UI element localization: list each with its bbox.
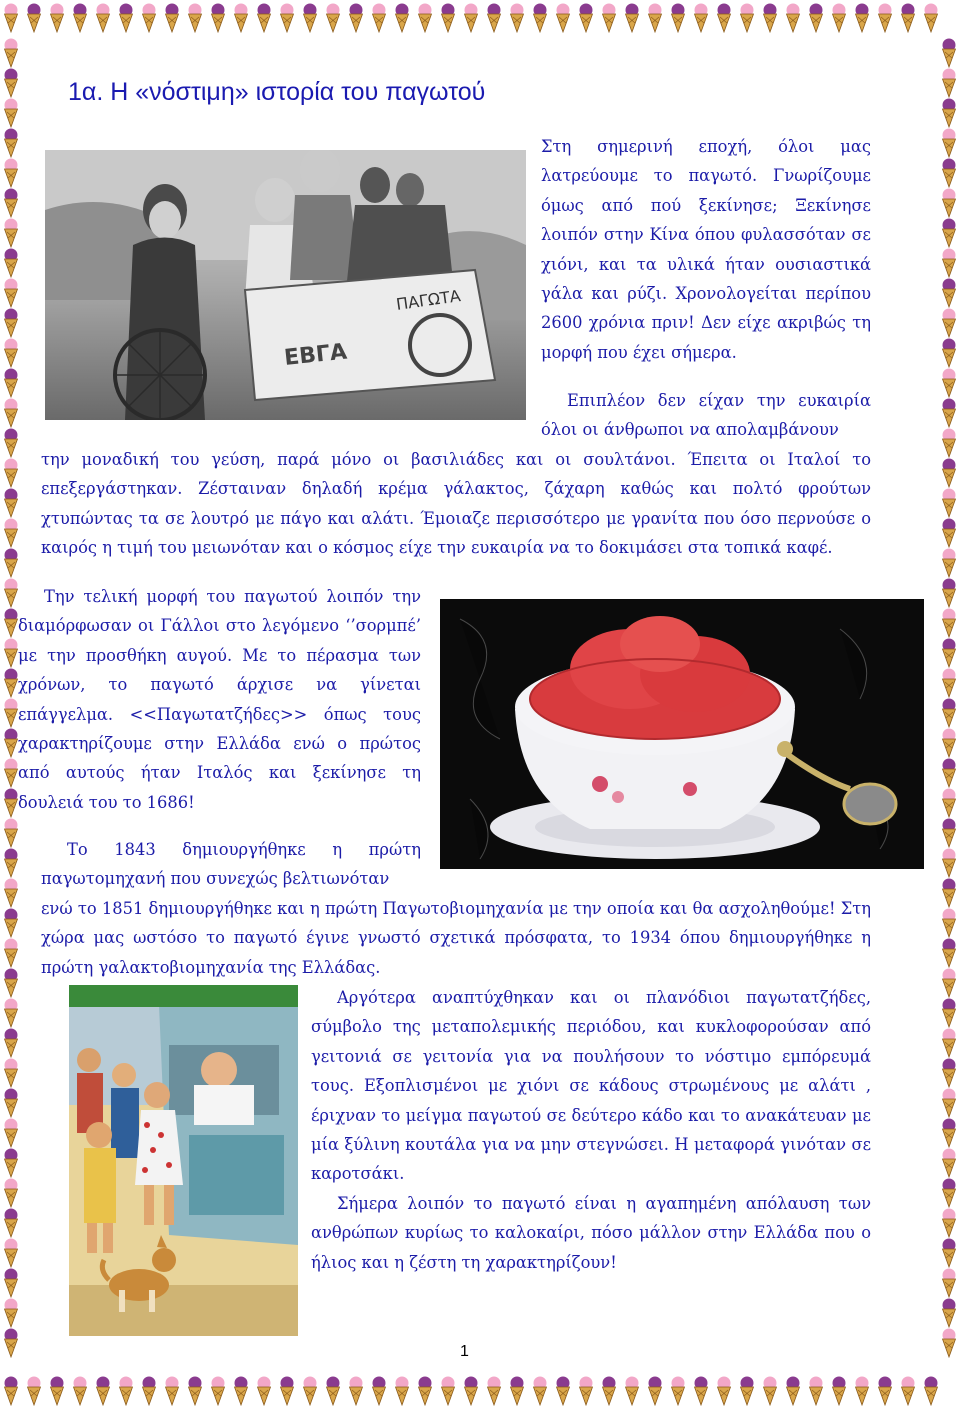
ice-cream-cone-icon — [71, 1376, 89, 1406]
ice-cream-cone-icon — [2, 938, 20, 968]
ice-cream-cone-icon — [278, 1376, 296, 1406]
ice-cream-cone-icon — [485, 3, 503, 33]
ice-cream-cone-icon — [940, 998, 958, 1028]
ice-cream-cone-icon — [2, 548, 20, 578]
ice-cream-cone-icon — [853, 3, 871, 33]
ice-cream-cone-icon — [416, 3, 434, 33]
ice-cream-cone-icon — [2, 818, 20, 848]
ice-cream-cone-icon — [940, 278, 958, 308]
ice-cream-cone-icon — [347, 1376, 365, 1406]
ice-cream-cone-icon — [853, 1376, 871, 1406]
ice-cream-cone-icon — [2, 1028, 20, 1058]
ice-cream-cone-icon — [531, 3, 549, 33]
ice-cream-cone-icon — [209, 3, 227, 33]
ice-cream-cone-icon — [940, 518, 958, 548]
ice-cream-cone-icon — [2, 1238, 20, 1268]
ice-cream-cone-icon — [508, 3, 526, 33]
page-number: 1 — [460, 1343, 469, 1360]
ice-cream-cone-icon — [94, 3, 112, 33]
ice-cream-cone-icon — [2, 1148, 20, 1178]
ice-cream-cone-icon — [940, 1148, 958, 1178]
ice-cream-cone-icon — [761, 1376, 779, 1406]
ice-cream-cone-icon — [715, 3, 733, 33]
ice-cream-cone-icon — [940, 1268, 958, 1298]
ice-cream-cone-icon — [940, 968, 958, 998]
ice-cream-cone-icon — [117, 3, 135, 33]
ice-cream-cone-icon — [940, 1178, 958, 1208]
ice-cream-cone-icon — [899, 1376, 917, 1406]
ice-cream-cone-icon — [2, 1208, 20, 1238]
ice-cream-cone-icon — [485, 1376, 503, 1406]
ice-cream-cone-icon — [940, 728, 958, 758]
ice-cream-cone-icon — [324, 1376, 342, 1406]
ice-cream-cone-icon — [255, 3, 273, 33]
ice-cream-cone-icon — [807, 1376, 825, 1406]
vintage-ice-cream-cart-photo — [45, 150, 526, 420]
ice-cream-cone-icon — [600, 3, 618, 33]
ice-cream-cone-icon — [646, 1376, 664, 1406]
ice-cream-cone-icon — [940, 1088, 958, 1118]
ice-cream-cone-icon — [140, 1376, 158, 1406]
cart-label: ΠΑΓΩΤΑ — [394, 286, 462, 314]
ice-cream-cone-icon — [186, 3, 204, 33]
ice-cream-cone-icon — [508, 1376, 526, 1406]
ice-cream-cone-icon — [2, 1058, 20, 1088]
ice-cream-cone-icon — [940, 218, 958, 248]
ice-cream-cone-icon — [940, 848, 958, 878]
ice-cream-cone-icon — [940, 818, 958, 848]
ice-cream-cone-icon — [554, 1376, 572, 1406]
ice-cream-cone-icon — [940, 338, 958, 368]
ice-cream-cone-icon — [940, 1118, 958, 1148]
ice-cream-cone-icon — [940, 1208, 958, 1238]
ice-cream-cone-icon — [876, 3, 894, 33]
ice-cream-cone-icon — [2, 398, 20, 428]
ice-cream-cone-icon — [940, 668, 958, 698]
ice-cream-cone-icon — [301, 3, 319, 33]
ice-cream-cone-icon — [2, 1328, 20, 1358]
ice-cream-cone-icon — [209, 1376, 227, 1406]
ice-cream-cone-icon — [940, 548, 958, 578]
ice-cream-cone-icon — [940, 398, 958, 428]
ice-cream-cone-icon — [692, 3, 710, 33]
ice-cream-cone-icon — [623, 3, 641, 33]
ice-cream-cone-icon — [940, 1238, 958, 1268]
page-border-top — [0, 0, 960, 36]
ice-cream-cone-icon — [2, 1178, 20, 1208]
ice-cream-cone-icon — [2, 3, 20, 33]
page-border-bottom — [0, 1373, 960, 1409]
ice-cream-cone-icon — [940, 368, 958, 398]
ice-cream-cone-icon — [2, 68, 20, 98]
ice-cream-cone-icon — [232, 1376, 250, 1406]
ice-cream-cone-icon — [2, 38, 20, 68]
ice-cream-cone-icon — [669, 3, 687, 33]
ice-cream-cone-icon — [117, 1376, 135, 1406]
ice-cream-cone-icon — [71, 3, 89, 33]
ice-cream-cone-icon — [2, 908, 20, 938]
ice-cream-cone-icon — [301, 1376, 319, 1406]
ice-cream-cone-icon — [531, 1376, 549, 1406]
ice-cream-cone-icon — [940, 638, 958, 668]
ice-cream-cone-icon — [2, 218, 20, 248]
ice-cream-cone-icon — [439, 3, 457, 33]
ice-cream-cone-icon — [2, 518, 20, 548]
ice-cream-cone-icon — [940, 308, 958, 338]
paragraph-machine-intro: Το 1843 δημιουργήθηκε η πρώτη παγωτομηχανή που συνεχώς βελτιωνόταν — [41, 840, 421, 889]
ice-cream-cone-icon — [347, 3, 365, 33]
ice-cream-cone-icon — [370, 3, 388, 33]
ice-cream-cone-icon — [370, 1376, 388, 1406]
ice-cream-cone-icon — [940, 878, 958, 908]
ice-cream-cone-icon — [940, 938, 958, 968]
page-border-right — [938, 36, 960, 1373]
ice-cream-cone-icon — [25, 3, 43, 33]
ice-cream-cone-icon — [940, 188, 958, 218]
ice-cream-cone-icon — [462, 1376, 480, 1406]
paragraph-industry-greece: ενώ το 1851 δημιουργήθηκε και η πρώτη Παγωτοβιομηχανία με την οποία και θα ασχοληθούμε! Στη χώρα μας ωστόσο το παγωτό έγινε γνωστό σχετικά πρόσφατα, το 1934 όπου δημιουργήθηκε η πρώτη γαλακτοβιομηχανία της Ελλάδας. — [41, 899, 871, 977]
ice-cream-cone-icon — [692, 1376, 710, 1406]
ice-cream-cone-icon — [393, 1376, 411, 1406]
ice-cream-cone-icon — [278, 3, 296, 33]
ice-cream-cone-icon — [2, 968, 20, 998]
ice-cream-cone-icon — [738, 1376, 756, 1406]
ice-cream-cone-icon — [2, 98, 20, 128]
ice-cream-cone-icon — [2, 128, 20, 158]
ice-cream-cone-icon — [2, 1376, 20, 1406]
ice-cream-cone-icon — [940, 908, 958, 938]
ice-cream-cone-icon — [715, 1376, 733, 1406]
ice-cream-cone-icon — [940, 698, 958, 728]
ice-cream-cone-icon — [738, 3, 756, 33]
ice-cream-truck-children-painting — [69, 985, 298, 1336]
ice-cream-cone-icon — [807, 3, 825, 33]
ice-cream-cone-icon — [94, 1376, 112, 1406]
ice-cream-cone-icon — [940, 1298, 958, 1328]
ice-cream-cone-icon — [393, 3, 411, 33]
ice-cream-cone-icon — [2, 338, 20, 368]
ice-cream-cone-icon — [669, 1376, 687, 1406]
ice-cream-cone-icon — [940, 38, 958, 68]
ice-cream-cone-icon — [416, 1376, 434, 1406]
ice-cream-cone-icon — [163, 3, 181, 33]
ice-cream-cone-icon — [25, 1376, 43, 1406]
ice-cream-cone-icon — [623, 1376, 641, 1406]
ice-cream-cone-icon — [140, 3, 158, 33]
ice-cream-cone-icon — [940, 428, 958, 458]
ice-cream-cone-icon — [940, 1328, 958, 1358]
ice-cream-cone-icon — [940, 1028, 958, 1058]
ice-cream-cone-icon — [255, 1376, 273, 1406]
paragraph-french-sorbet: Την τελική μορφή του παγωτού λοιπόν την διαμόρφωσαν οι Γάλλοι στο λεγόμενο ‘’σορμπέ’ με την προσθήκη αυγού. Με το πέρασμα των χρόνων, το παγωτό άρχισε να γίνεται επάγγελμα. <<Παγωτατζήδες>> όπως τους χαρακτηρίζουμε στην Ελλάδα ενώ ο πρώτος από αυτούς ήταν Ιταλός και ξεκίνησε τη δουλειά του το 1686! — [18, 587, 421, 812]
ice-cream-cone-icon — [2, 248, 20, 278]
ice-cream-cone-icon — [899, 3, 917, 33]
paragraph-street-vendors: Αργότερα αναπτύχθηκαν και οι πλανόδιοι παγωτατζήδες, σύμβολο της μεταπολεμικής περιόδου, και κυκλοφορούσαν από γειτονιά σε γειτονία για να πουλήσουν το νόστιμο εμπόρευμά τους. Εξοπλισμένοι με χιόνι σε κάδους στρωμένους με αλάτι , έριχναν το μείγμα παγωτού σε δεύτερο κάδο και το ανακάτευαν με μία ξύλινη κουτάλα για να μην στεγνώσει. Η μεταφορά γινόταν σε καροτσάκι. — [311, 988, 871, 1184]
ice-cream-cone-icon — [2, 368, 20, 398]
ice-cream-cone-icon — [2, 458, 20, 488]
ice-cream-cone-icon — [940, 758, 958, 788]
ice-cream-cone-icon — [324, 3, 342, 33]
ice-cream-cone-icon — [554, 3, 572, 33]
ice-cream-cone-icon — [940, 158, 958, 188]
ice-cream-cone-icon — [2, 1298, 20, 1328]
paragraph-today-summer: Σήμερα λοιπόν το παγωτό είναι η αγαπημένη απόλαυση των ανθρώπων κυρίως το καλοκαίρι, πόσο μάλλον στην Ελλάδα που ο ήλιος και η ζέστη τη χαρακτηρίζουν! — [311, 1194, 871, 1272]
ice-cream-cone-icon — [2, 1118, 20, 1148]
ice-cream-cone-icon — [2, 488, 20, 518]
ice-cream-cone-icon — [186, 1376, 204, 1406]
ice-cream-cone-icon — [2, 428, 20, 458]
ice-cream-cone-icon — [2, 1088, 20, 1118]
cart-logo: ΕΒΓΑ — [283, 339, 349, 371]
ice-cream-cone-icon — [2, 188, 20, 218]
ice-cream-cone-icon — [600, 1376, 618, 1406]
sorbet-cup-photo — [440, 599, 924, 869]
ice-cream-cone-icon — [830, 1376, 848, 1406]
ice-cream-cone-icon — [940, 248, 958, 278]
ice-cream-cone-icon — [2, 848, 20, 878]
ice-cream-cone-icon — [2, 878, 20, 908]
ice-cream-cone-icon — [577, 1376, 595, 1406]
paragraph-royals-italians: την μοναδική του γεύση, παρά μόνο οι βασιλιάδες και οι σουλτάνοι. Έπειτα οι Ιταλοί το επεξεργάστηκαν. Ζέσταιναν δηλαδή κρέμα γάλακτος, ζάχαρη καθώς και πολτό φρούτων χτυπώντας τα σε λουτρό με πάγο και αλάτι. Έμοιαζε περισσότερο με γρανίτα που όσο περνούσε ο καιρός η τιμή του μειωνόταν και ο κόσμος είχε την ευκαιρία να το δοκιμάσει στα τοπικά καφέ. — [41, 450, 871, 558]
ice-cream-cone-icon — [940, 608, 958, 638]
paragraph-royals-intro: Επιπλέον δεν είχαν την ευκαιρία όλοι οι άνθρωποι να απολαμβάνουν — [541, 391, 871, 440]
ice-cream-cone-icon — [761, 3, 779, 33]
ice-cream-cone-icon — [232, 3, 250, 33]
ice-cream-cone-icon — [940, 578, 958, 608]
ice-cream-cone-icon — [2, 308, 20, 338]
ice-cream-cone-icon — [940, 788, 958, 818]
ice-cream-cone-icon — [2, 998, 20, 1028]
page-title: 1α. Η «νόστιμη» ιστορία του παγωτού — [68, 78, 486, 106]
ice-cream-cone-icon — [940, 488, 958, 518]
ice-cream-cone-icon — [48, 1376, 66, 1406]
ice-cream-cone-icon — [922, 3, 940, 33]
intro-paragraph: Στη σημερινή εποχή, όλοι μας λατρεύουμε το παγωτό. Γνωρίζουμε όμως από πού ξεκίνησε; Ξεκίνησε λοιπόν στην Κίνα όπου φυλασσόταν σε χιόνι, και τα υλικά ήταν ουσιαστικά γάλα και ρύζι. Χρονολογείται περίπου 2600 χρόνια πριν! Δεν είχε ακριβώς τη μορφή που έχει σήμερα. — [541, 137, 871, 362]
ice-cream-cone-icon — [940, 68, 958, 98]
ice-cream-cone-icon — [163, 1376, 181, 1406]
ice-cream-cone-icon — [646, 3, 664, 33]
ice-cream-cone-icon — [784, 3, 802, 33]
ice-cream-cone-icon — [2, 278, 20, 308]
ice-cream-cone-icon — [830, 3, 848, 33]
ice-cream-cone-icon — [940, 1058, 958, 1088]
ice-cream-cone-icon — [876, 1376, 894, 1406]
ice-cream-cone-icon — [940, 128, 958, 158]
ice-cream-cone-icon — [940, 98, 958, 128]
ice-cream-cone-icon — [48, 3, 66, 33]
ice-cream-cone-icon — [577, 3, 595, 33]
ice-cream-cone-icon — [940, 458, 958, 488]
ice-cream-cone-icon — [2, 1268, 20, 1298]
ice-cream-cone-icon — [2, 158, 20, 188]
ice-cream-cone-icon — [439, 1376, 457, 1406]
ice-cream-cone-icon — [462, 3, 480, 33]
ice-cream-cone-icon — [922, 1376, 940, 1406]
ice-cream-cone-icon — [784, 1376, 802, 1406]
